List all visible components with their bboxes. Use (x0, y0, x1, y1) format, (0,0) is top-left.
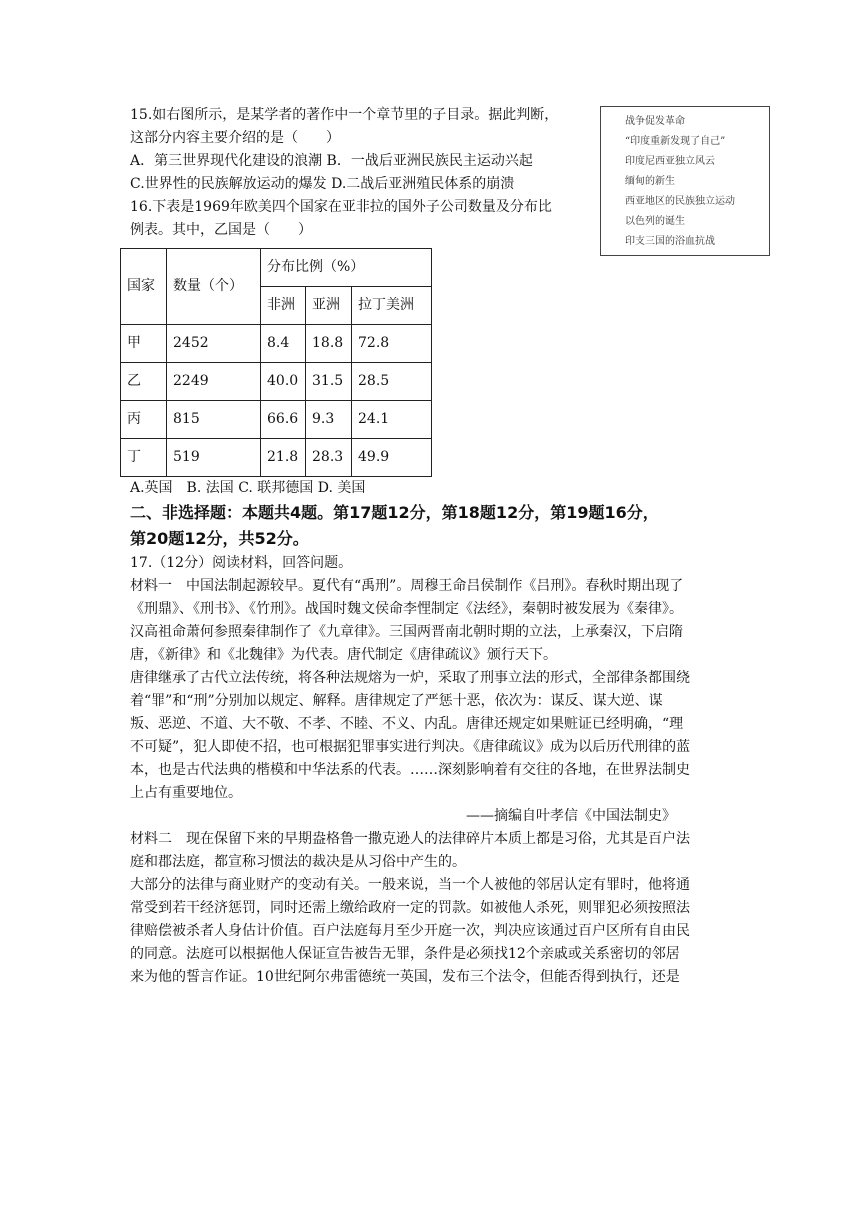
material-1 (130, 575, 740, 828)
outline-item: 战争促发革命 (625, 116, 685, 127)
header-count: 数量（个） (167, 249, 261, 325)
outline-item: 缅甸的新生 (625, 176, 675, 187)
material-1-line: 上占有重要地位。 (130, 785, 242, 801)
material-1-line: 唐律继承了古代立法传统，将各种法规熔为一炉，采取了刑事立法的形式，全部律条都围绕 (130, 670, 690, 686)
cell-country: 丁 (121, 439, 167, 477)
material-2-line: 的同意。法庭可以根据他人保证宣告被告无罪，条件是必须找12个亲戚或关系密切的邻居 (130, 946, 680, 962)
outline-item: 西亚地区的民族独立运动 (625, 196, 735, 207)
question-15 (130, 104, 590, 196)
document-page (127, 104, 740, 989)
header-asia: 亚洲 (306, 287, 352, 325)
cell-count: 2249 (167, 363, 261, 401)
question-16 (127, 196, 740, 500)
header-latin-america: 拉丁美洲 (352, 287, 432, 325)
material-2 (130, 828, 740, 989)
material-1-line: 着“罪”和“刑”分别加以规定、解释。唐律规定了严惩十恶，依次为：谋反、谋大逆、谋 (130, 693, 663, 709)
cell-asia: 28.3 (306, 439, 352, 477)
cell-country: 乙 (121, 363, 167, 401)
header-africa: 非洲 (261, 287, 306, 325)
outline-item: 以色列的诞生 (625, 216, 685, 227)
header-distribution: 分布比例（%） (261, 249, 432, 287)
material-2-line: 材料二 现在保留下来的早期盎格鲁一撒克逊人的法律碎片本质上都是习俗，尤其是百户法 (130, 831, 690, 847)
q16-line: 16.下表是1969年欧美四个国家在亚非拉的国外子公司数量及分布比 (130, 199, 552, 215)
q15-line: 15.如右图所示，是某学者的著作中一个章节里的子目录。据此判断， (130, 107, 559, 123)
material-1-line: 汉高祖命萧何参照秦律制作了《九章律》。三国两晋南北朝时期的立法，上承秦汉，下启隋 (130, 624, 683, 640)
cell-africa: 40.0 (261, 363, 306, 401)
cell-count: 519 (167, 439, 261, 477)
section-2-heading (130, 500, 740, 552)
material-1-line: 不可疑”，犯人即使不招，也可根据犯罪事实进行判决。《唐律疏议》成为以后历代刑律的蓝 (130, 739, 691, 755)
cell-asia: 31.5 (306, 363, 352, 401)
header-country: 国家 (121, 249, 167, 325)
material-2-line: 庭和郡法庭，都宣称习惯法的裁决是从习俗中产生的。 (130, 854, 466, 870)
section-heading-line: 第20题12分，共52分。 (130, 529, 309, 548)
material-1-line: 本，也是古代法典的楷模和中华法系的代表。……深刻影响着有交往的各地，在世界法制史 (130, 762, 690, 778)
cell-africa: 8.4 (261, 325, 306, 363)
q17-intro: 17.（12分）阅读材料，回答问题。 (130, 555, 353, 571)
outline-item: “印度重新发现了自己” (625, 136, 726, 147)
material-1-line: 《刑鼎》、《刑书》、《竹刑》。战国时魏文侯命李悝制定《法经》，秦朝时被发展为《秦律》。 (130, 601, 683, 617)
material-1-line: 唐，《新律》和《北魏律》为代表。唐代制定《唐律疏议》颁行天下。 (130, 647, 557, 663)
q16-options: A.英国 B. 法国 C. 联邦德国 D. 美国 (130, 480, 366, 496)
material-2-line: 大部分的法律与商业财产的变动有关。一般来说，当一个人被他的邻居认定有罪时，他将通 (130, 877, 690, 893)
cell-latin-america: 24.1 (352, 401, 432, 439)
section-heading-line: 二、非选择题：本题共4题。第17题12分，第18题12分，第19题16分， (130, 503, 659, 522)
material-2-line: 来为他的誓言作证。10世纪阿尔弗雷德统一英国，发布三个法令，但能否得到执行，还是 (130, 969, 680, 985)
subsidiary-distribution-table (120, 248, 432, 477)
question-17 (130, 552, 740, 989)
cell-latin-america: 72.8 (352, 325, 432, 363)
cell-country: 丙 (121, 401, 167, 439)
material-2-line: 律赔偿被杀者人身估计价值。百户法庭每月至少开庭一次，判决应该通过百户区所有自由民 (130, 923, 690, 939)
material-1-line: 材料一 中国法制起源较早。夏代有“禹刑”。周穆王命吕侯制作《吕刑》。春秋时期出现了 (130, 578, 684, 594)
outline-item: 印度尼西亚独立风云 (625, 156, 715, 167)
q15-line: 这部分内容主要介绍的是（ ） (130, 130, 340, 146)
cell-latin-america: 28.5 (352, 363, 432, 401)
cell-country: 甲 (121, 325, 167, 363)
table-row (121, 363, 432, 401)
table-row (121, 325, 432, 363)
outline-item: 印支三国的浴血抗战 (625, 236, 715, 247)
cell-count: 2452 (167, 325, 261, 363)
cell-latin-america: 49.9 (352, 439, 432, 477)
q15-options: C.世界性的民族解放运动的爆发 D.二战后亚洲殖民体系的崩溃 (130, 176, 515, 192)
cell-asia: 9.3 (306, 401, 352, 439)
material-1-source: ——摘编自叶孝信《中国法制史》 (466, 808, 676, 824)
material-2-line: 常受到若干经济惩罚，同时还需上缴给政府一定的罚款。如被他人杀死，则罪犯必须按照法 (130, 900, 690, 916)
cell-africa: 21.8 (261, 439, 306, 477)
cell-count: 815 (167, 401, 261, 439)
table-row (121, 439, 432, 477)
table-row (121, 401, 432, 439)
q15-options: A．第三世界现代化建设的浪潮 B．一战后亚洲民族民主运动兴起 (130, 153, 533, 169)
q16-line: 例表。其中，乙国是（ ） (130, 222, 312, 238)
material-1-line: 叛、恶逆、不道、大不敬、不孝、不睦、不义、内乱。唐律还规定如果赃证已经明确，“理 (130, 716, 684, 732)
cell-africa: 66.6 (261, 401, 306, 439)
cell-asia: 18.8 (306, 325, 352, 363)
